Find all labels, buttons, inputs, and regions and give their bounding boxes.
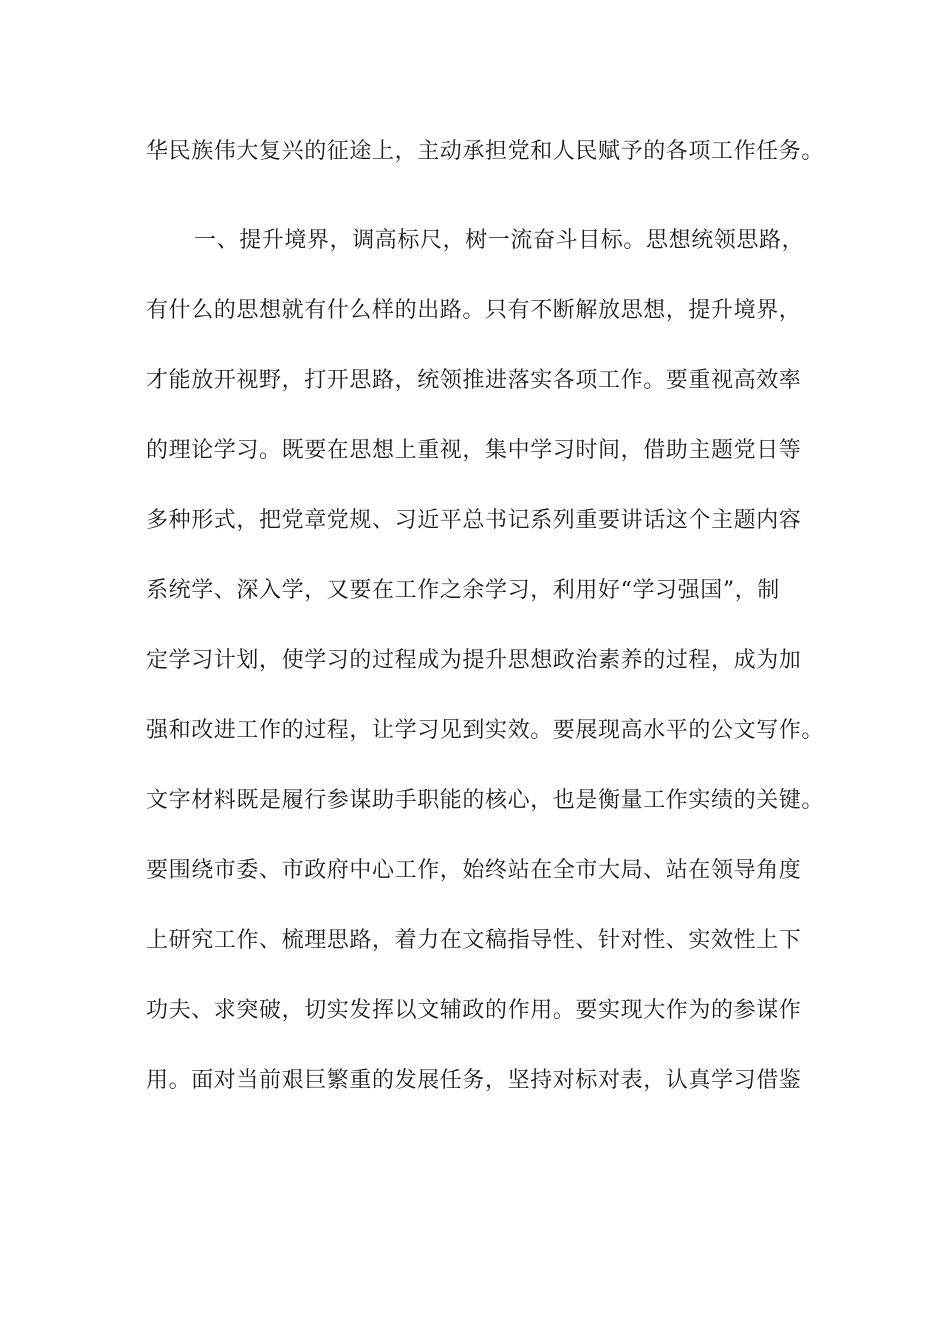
section-heading-line: 一、提升境界，调高标尺，树一流奋斗目标。思想统领思路， — [194, 228, 805, 253]
paragraph-line: 要围绕市委、市政府中心工作，始终站在全市大局、站在领导角度 — [146, 858, 802, 883]
paragraph-line: 强和改进工作的过程，让学习见到实效。要展现高水平的公文写作。 — [146, 718, 825, 743]
paragraph-line: 上研究工作、梳理思路，着力在文稿指导性、针对性、实效性上下 — [146, 928, 802, 953]
paragraph-line: 用。面对当前艰巨繁重的发展任务，坚持对标对表，认真学习借鉴 — [146, 1068, 802, 1093]
paragraph-line: 定学习计划，使学习的过程成为提升思想政治素养的过程，成为加 — [146, 648, 802, 673]
paragraph-line: 才能放开视野，打开思路，统领推进落实各项工作。要重视高效率 — [146, 368, 802, 393]
paragraph-line: 多种形式，把党章党规、习近平总书记系列重要讲话这个主题内容 — [146, 508, 802, 533]
paragraph-line: 华民族伟大复兴的征途上，主动承担党和人民赋予的各项工作任务。 — [146, 139, 825, 164]
paragraph-line: 功夫、求突破，切实发挥以文辅政的作用。要实现大作为的参谋作 — [146, 998, 802, 1023]
paragraph-line: 文字材料既是履行参谋助手职能的核心，也是衡量工作实绩的关键。 — [146, 788, 825, 813]
paragraph-line: 系统学、深入学，又要在工作之余学习，利用好“学习强国”，制 — [146, 578, 780, 603]
paragraph-line: 的理论学习。既要在思想上重视，集中学习时间，借助主题党日等 — [146, 438, 802, 463]
paragraph-line: 有什么的思想就有什么样的出路。只有不断解放思想，提升境界， — [146, 298, 802, 323]
